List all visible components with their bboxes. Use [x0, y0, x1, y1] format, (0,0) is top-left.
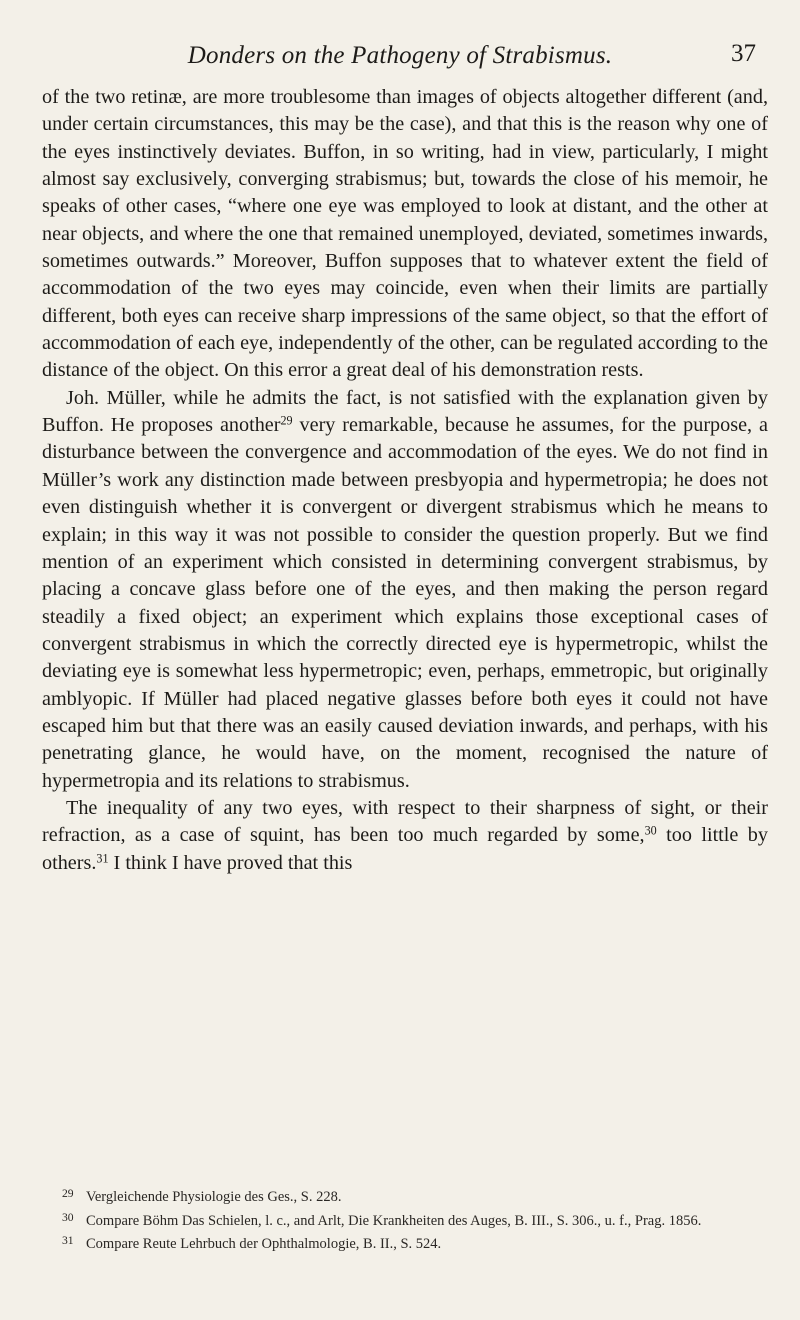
- paragraph-3-text-part-2: too little by others.: [42, 824, 768, 874]
- paragraph-3: [42, 795, 768, 877]
- page-number: 37: [731, 40, 756, 67]
- footnote-29: [62, 1184, 768, 1208]
- footnote-reference-31: 31: [96, 850, 109, 865]
- footnote-reference-29: 29: [280, 413, 293, 428]
- footnote-30: [62, 1208, 768, 1232]
- footnote-mark-29: 29: [62, 1187, 74, 1200]
- footnote-text-31: Compare Reute Lehrbuch der Ophthalmologie, B. II., S. 524.: [86, 1236, 442, 1253]
- paragraph-1: [42, 84, 768, 385]
- footnote-mark-31: 31: [62, 1234, 74, 1248]
- paragraph-2: [42, 385, 768, 795]
- footnote-31: [62, 1231, 768, 1255]
- paragraph-3-text-part-3: I think I have proved that this: [108, 851, 353, 874]
- paragraph-2-text-part-1: Joh. Müller, while he admits the fact, is not satisfied with the explanation given by Buffon. He proposes another: [42, 386, 768, 437]
- body-text: [42, 84, 768, 877]
- footnote-mark-30: 30: [62, 1210, 74, 1224]
- footnote-reference-30: 30: [644, 823, 657, 838]
- paragraph-3-text-part-1: The inequality of any two eyes, with respect to their sharpness of sight, or their refraction, as a case of squint, has been too much regarded by some,: [42, 796, 768, 847]
- footnote-text-30: Compare Böhm Das Schielen, l. c., and Arlt, Die Krankheiten des Auges, B. III., S. 306., u. f., Prag. 1856.: [86, 1212, 702, 1229]
- footnote-text-29: Vergleichende Physiologie des Ges., S. 228.: [86, 1189, 342, 1206]
- running-title: Donders on the Pathogeny of Strabismus.: [187, 42, 613, 69]
- paragraph-1-text: of the two retinæ, are more troublesome than images of objects altogether different (and, under certain circumstances, this may be the case), and that this is the reason why one of the eyes instinctively deviates. Buffon, in so writing, had in view, particularly, I might almost say exclusively, converging strabismus; but, towards the close of his memoir, he speaks of other cases, “where one eye was employed to look at distant, and the other at near objects, and where the one that remained unemployed, deviated, sometimes inwards, sometimes outwards.” Moreover, Buffon supposes that to whatever extent the field of accommodation of the two eyes may coincide, even when their limits are partially different, both eyes can receive sharp impressions of the same object, so that the effort of accommodation of each eye, independently of the other, can be regulated according to the distance of the object. On this error a great deal of his demonstration rests.: [42, 86, 768, 382]
- paragraph-2-text-part-2: very remarkable, because he assumes, for the purpose, a disturbance between the convergence and accommodation of the eyes. We do not find in Müller’s work any distinction made between presbyopia and hypermetropia; he does not even distinguish whether it is convergent or divergent strabismus which he means to explain; in this way it was not possible to consider the question properly. But we find mention of an experiment which consisted in determining convergent strabismus, by placing a concave glass before one of the eyes, and then making the person regard steadily a fixed object; an experiment which explains those exceptional cases of convergent strabismus in which the correctly directed eye is hypermetropic, whilst the deviating eye is somewhat less hypermetropic; even, perhaps, emmetropic, but originally amblyopic. If Müller had placed negative glasses before both eyes it could not have escaped him but that there was an easily caused deviation inwards, and perhaps, with his penetrating glance, he would have, on the moment, recognised the nature of hypermetropia and its relations to strabismus.: [42, 414, 768, 792]
- footnotes: [62, 1184, 768, 1255]
- running-head: [0, 34, 800, 74]
